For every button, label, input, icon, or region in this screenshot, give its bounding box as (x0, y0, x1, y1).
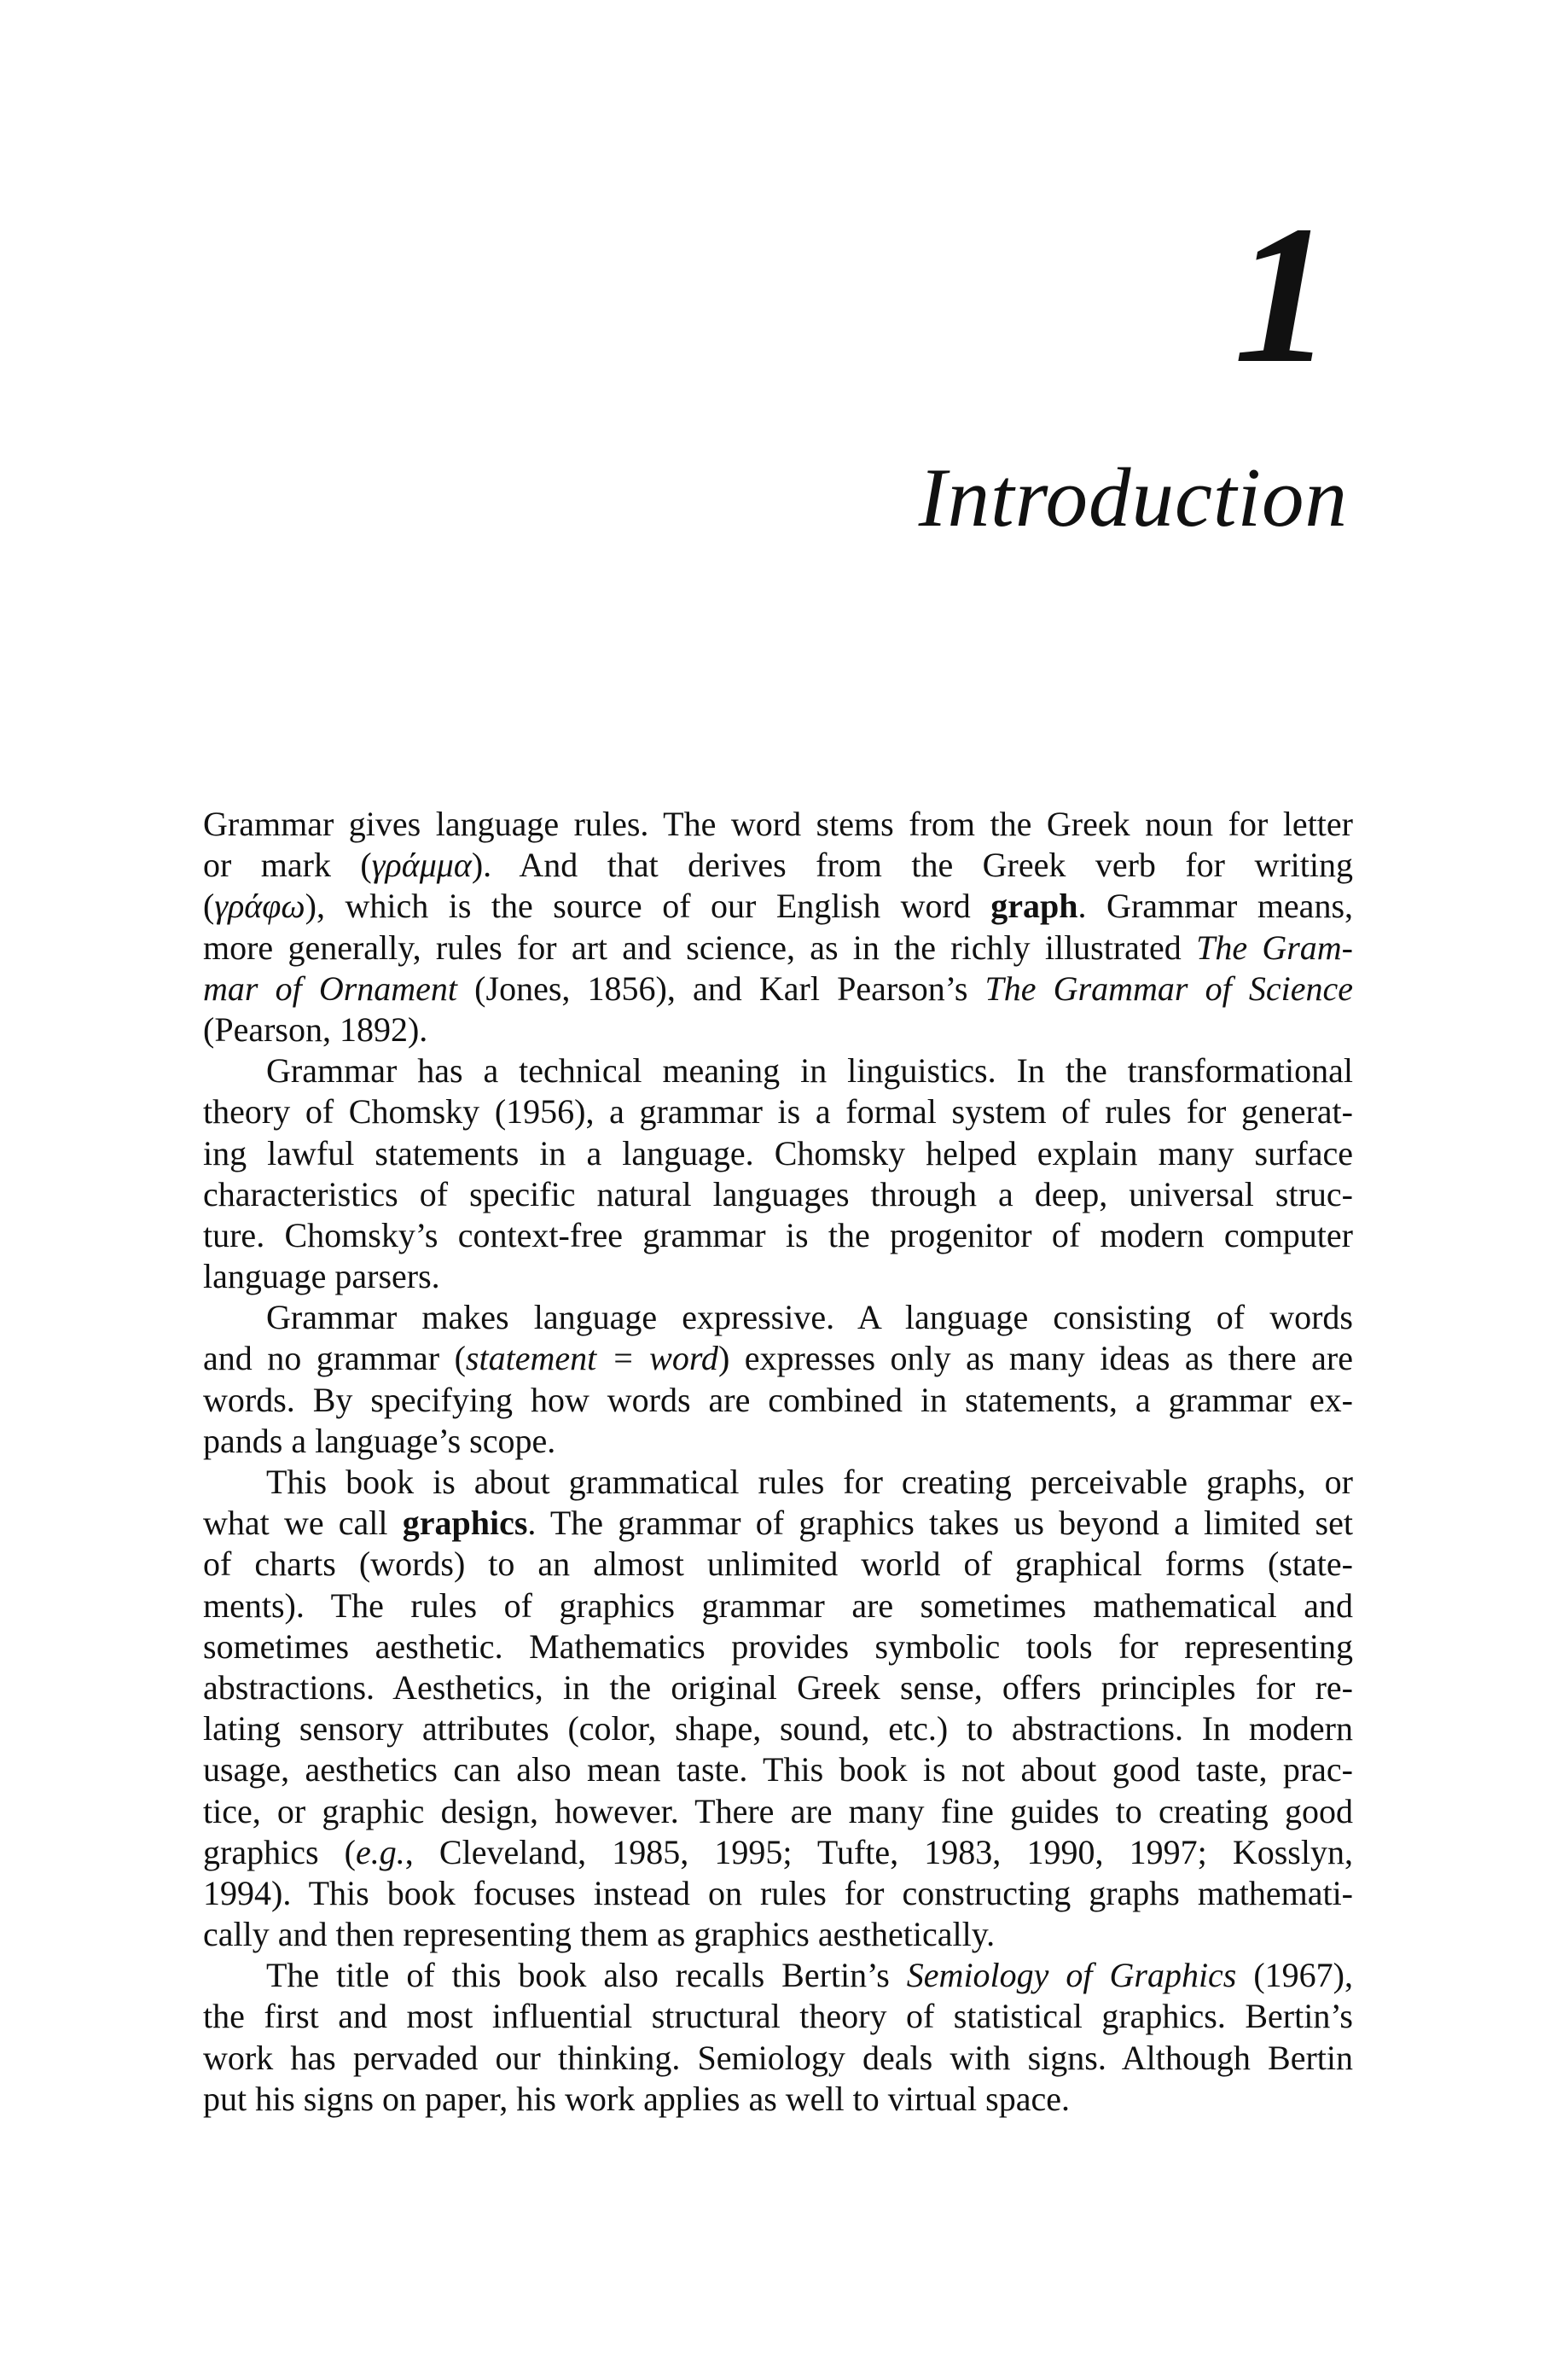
paragraph (203, 1462, 1353, 1955)
text-run: tice, or graphic design, however. There are many fine guides to creating good (203, 1791, 1353, 1830)
text-line (203, 1091, 1353, 1132)
text-run: what we call (203, 1504, 403, 1543)
chapter-body (203, 804, 1353, 2120)
text-line (203, 1503, 1353, 1544)
text-run: ments). The rules of graphics grammar are sometimes mathematical and (203, 1585, 1353, 1625)
text-line (203, 1955, 1353, 1996)
text-line (203, 1133, 1353, 1174)
text-line (203, 804, 1353, 845)
text-run: characteristics of specific natural languages through a deep, universal struc- (203, 1174, 1353, 1213)
text-line (203, 1462, 1353, 1503)
text-run: or mark ( (203, 846, 372, 885)
text-run: language parsers. (203, 1257, 440, 1296)
text-line (203, 1585, 1353, 1626)
italic-text: The Gram- (1196, 928, 1353, 967)
text-run: Grammar gives language rules. The word stems from the Greek noun for letter (203, 805, 1353, 843)
text-run: theory of Chomsky (1956), a grammar is a formal system of rules for generat- (203, 1092, 1353, 1132)
chapter-number: 1 (1234, 185, 1333, 404)
italic-text: γράμμα (371, 846, 472, 885)
text-run: This book is about grammatical rules for creating perceivable graphs, or (266, 1463, 1353, 1501)
text-run: of charts (words) to an almost unlimited world of graphical forms (state- (203, 1545, 1353, 1584)
paragraph (203, 1050, 1353, 1297)
text-line (203, 1256, 1353, 1297)
paragraph (203, 1955, 1353, 2120)
text-run: (Pearson, 1892). (203, 1009, 428, 1049)
italic-text: γράφω (214, 887, 305, 926)
text-run: ). And that derives from the Greek verb for writing (471, 846, 1353, 885)
text-line (203, 1297, 1353, 1338)
text-run: ( (203, 887, 215, 926)
text-run: ing lawful statements in a language. Chomsky helped explain many surface (203, 1133, 1353, 1172)
text-run: Grammar makes language expressive. A language consisting of words (266, 1298, 1353, 1337)
text-run: cally and then representing them as graphics aesthetically. (203, 1915, 996, 1954)
paragraph (203, 804, 1353, 1050)
italic-text: e.g. (355, 1832, 405, 1871)
text-run: (1967), (1236, 1956, 1353, 1995)
text-run: the first and most influential structural theory of statistical graphics. Bertin’s (203, 1997, 1353, 2036)
text-run: pands a language’s scope. (203, 1421, 556, 1460)
text-run: and no grammar ( (203, 1339, 466, 1378)
italic-text: Semiology of Graphics (906, 1956, 1237, 1995)
italic-text: statement = word (465, 1339, 718, 1378)
text-line (203, 2079, 1353, 2120)
text-run: ture. Chomsky’s context-free grammar is the progenitor of modern computer (203, 1215, 1353, 1254)
bold-term: graph (990, 887, 1078, 926)
text-run: 1994). This book focuses instead on rules for constructing graphs mathemati- (203, 1873, 1353, 1912)
text-line (203, 1421, 1353, 1462)
text-run: The title of this book also recalls Bertin’s (266, 1956, 907, 1995)
text-line (203, 1174, 1353, 1215)
text-line (203, 1626, 1353, 1667)
text-line (203, 1215, 1353, 1256)
text-run: , Cleveland, 1985, 1995; Tufte, 1983, 1990, 1997; Kosslyn, (404, 1832, 1353, 1871)
text-run: graphics ( (203, 1832, 356, 1871)
text-line (203, 1749, 1353, 1790)
text-run: ) expresses only as many ideas as there are (717, 1339, 1353, 1378)
text-run: Grammar has a technical meaning in linguistics. In the transformational (266, 1051, 1353, 1091)
text-line (203, 1914, 1353, 1955)
text-run: . Grammar means, (1077, 887, 1354, 926)
text-line (203, 1380, 1353, 1421)
text-line (203, 1667, 1353, 1708)
text-line (203, 1009, 1353, 1050)
text-line (203, 1544, 1353, 1585)
text-line (203, 1050, 1353, 1091)
text-line (203, 1996, 1353, 2037)
text-run: . The grammar of graphics takes us beyond a limited set (527, 1504, 1353, 1543)
text-run: more generally, rules for art and science, as in the richly illustrated (203, 928, 1197, 967)
text-line (203, 1708, 1353, 1749)
italic-text: mar of Ornament (203, 969, 458, 1008)
text-run: sometimes aesthetic. Mathematics provides symbolic tools for representing (203, 1626, 1353, 1666)
text-run: words. By specifying how words are combined in statements, a grammar ex- (203, 1380, 1353, 1419)
text-line (203, 1873, 1353, 1914)
text-line (203, 1791, 1353, 1832)
text-line (203, 845, 1353, 886)
text-line (203, 969, 1353, 1009)
text-line (203, 928, 1353, 969)
text-run: put his signs on paper, his work applies as well to virtual space. (203, 2079, 1070, 2118)
text-line (203, 2038, 1353, 2079)
text-run: abstractions. Aesthetics, in the original Greek sense, offers principles for re- (203, 1667, 1353, 1707)
text-run: usage, aesthetics can also mean taste. This book is not about good taste, prac- (203, 1750, 1353, 1789)
text-line (203, 1338, 1353, 1379)
text-run: work has pervaded our thinking. Semiology deals with signs. Although Bertin (203, 2038, 1353, 2077)
italic-text: The Grammar of Science (984, 969, 1353, 1008)
text-line (203, 1832, 1353, 1873)
text-line (203, 886, 1353, 927)
paragraph (203, 1297, 1353, 1462)
bold-term: graphics (402, 1504, 528, 1543)
chapter-title: Introduction (918, 451, 1348, 544)
text-run: lating sensory attributes (color, shape, sound, etc.) to abstractions. In modern (203, 1709, 1353, 1748)
text-run: (Jones, 1856), and Karl Pearson’s (457, 969, 985, 1008)
text-run: ), which is the source of our English word (305, 887, 991, 926)
